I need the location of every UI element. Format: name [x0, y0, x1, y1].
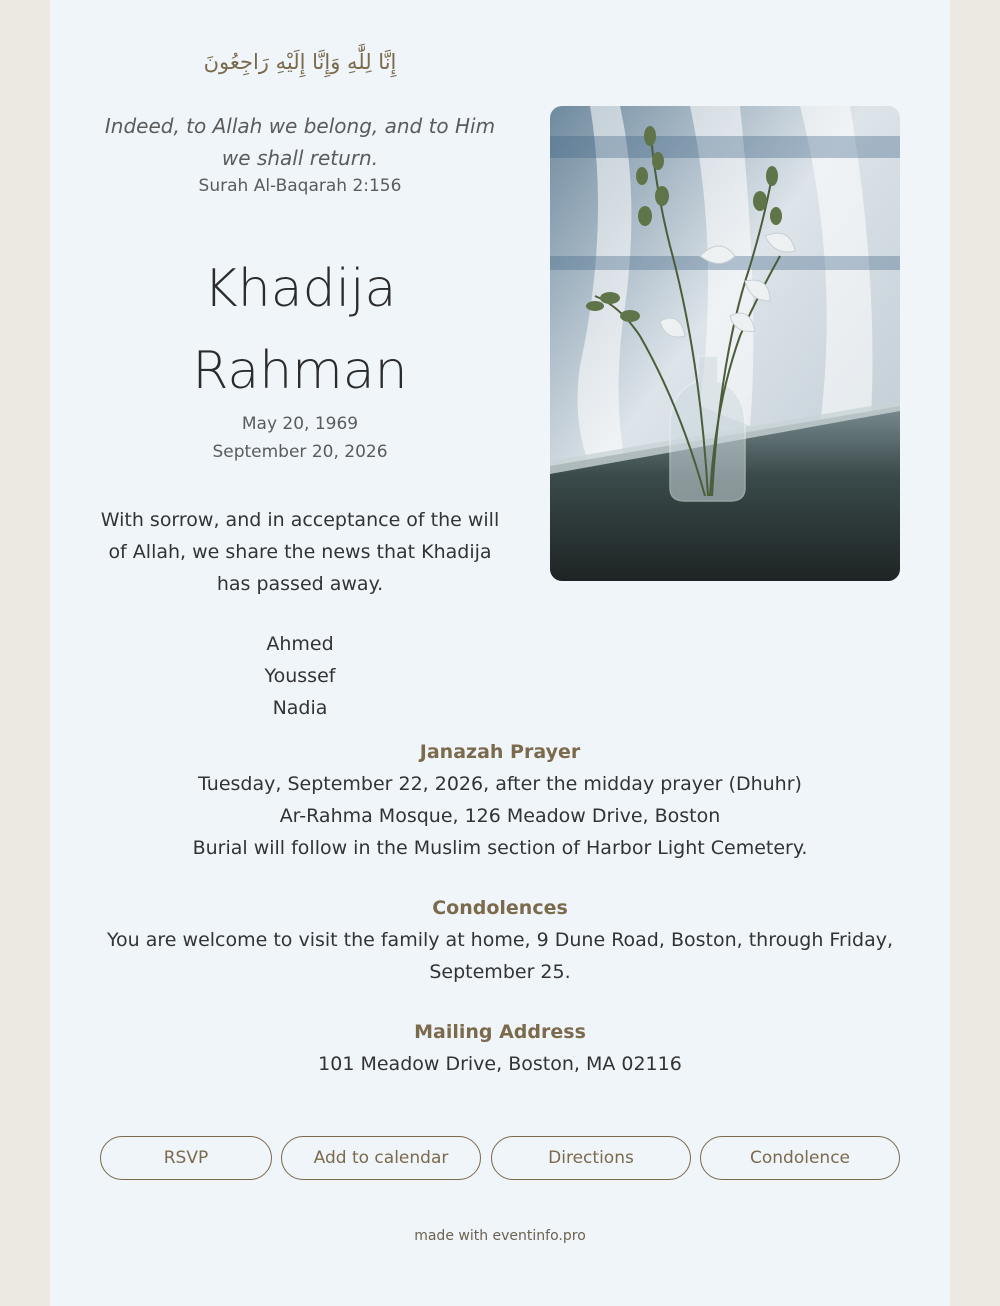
- announcement-message: With sorrow, and in acceptance of the will of Allah, we share the news that Khadija has passed away.: [100, 509, 500, 595]
- death-date: September 20, 2026: [212, 442, 388, 462]
- life-dates: [100, 410, 500, 466]
- rsvp-button[interactable]: RSVP: [100, 1136, 272, 1180]
- condolences-text-2: September 25.: [429, 961, 571, 983]
- family-member: Nadia: [272, 697, 328, 719]
- add-to-calendar-button[interactable]: Add to calendar: [281, 1136, 481, 1180]
- condolence-button[interactable]: Condolence: [700, 1136, 900, 1180]
- flower-vase-photo: [550, 106, 900, 581]
- janazah-datetime: Tuesday, September 22, 2026, after the midday prayer (Dhuhr): [198, 773, 802, 795]
- first-name: Khadija: [203, 259, 397, 319]
- verse-translation: Indeed, to Allah we belong, and to Him we shall return.: [104, 114, 496, 170]
- arabic-verse: إِنَّا لِلَّٰهِ وَإِنَّا إِلَيْهِ رَاجِعُونَ: [203, 50, 397, 74]
- family-list: [100, 628, 500, 724]
- janazah-title: Janazah Prayer: [419, 741, 581, 763]
- condolences-title: Condolences: [432, 897, 568, 919]
- footer-credit[interactable]: made with eventinfo.pro: [414, 1228, 586, 1244]
- last-name: Rahman: [192, 341, 408, 401]
- family-member: Ahmed: [266, 633, 334, 655]
- condolences-text-1: You are welcome to visit the family at home, 9 Dune Road, Boston, through Friday,: [106, 929, 894, 951]
- directions-button[interactable]: Directions: [491, 1136, 691, 1180]
- event-info: [50, 736, 950, 1080]
- burial-note: Burial will follow in the Muslim section of Harbor Light Cemetery.: [192, 837, 808, 859]
- verse-reference: Surah Al-Baqarah 2:156: [198, 176, 402, 196]
- memorial-photo: [550, 106, 900, 581]
- deceased-name: [100, 248, 500, 412]
- janazah-location: Ar-Rahma Mosque, 126 Meadow Drive, Boston: [279, 805, 721, 827]
- obituary-card: [50, 0, 950, 1306]
- action-buttons: [100, 1136, 900, 1184]
- mailing-title: Mailing Address: [414, 1021, 586, 1043]
- birth-date: May 20, 1969: [241, 414, 359, 434]
- family-member: Youssef: [264, 665, 336, 687]
- mailing-address: 101 Meadow Drive, Boston, MA 02116: [318, 1053, 682, 1075]
